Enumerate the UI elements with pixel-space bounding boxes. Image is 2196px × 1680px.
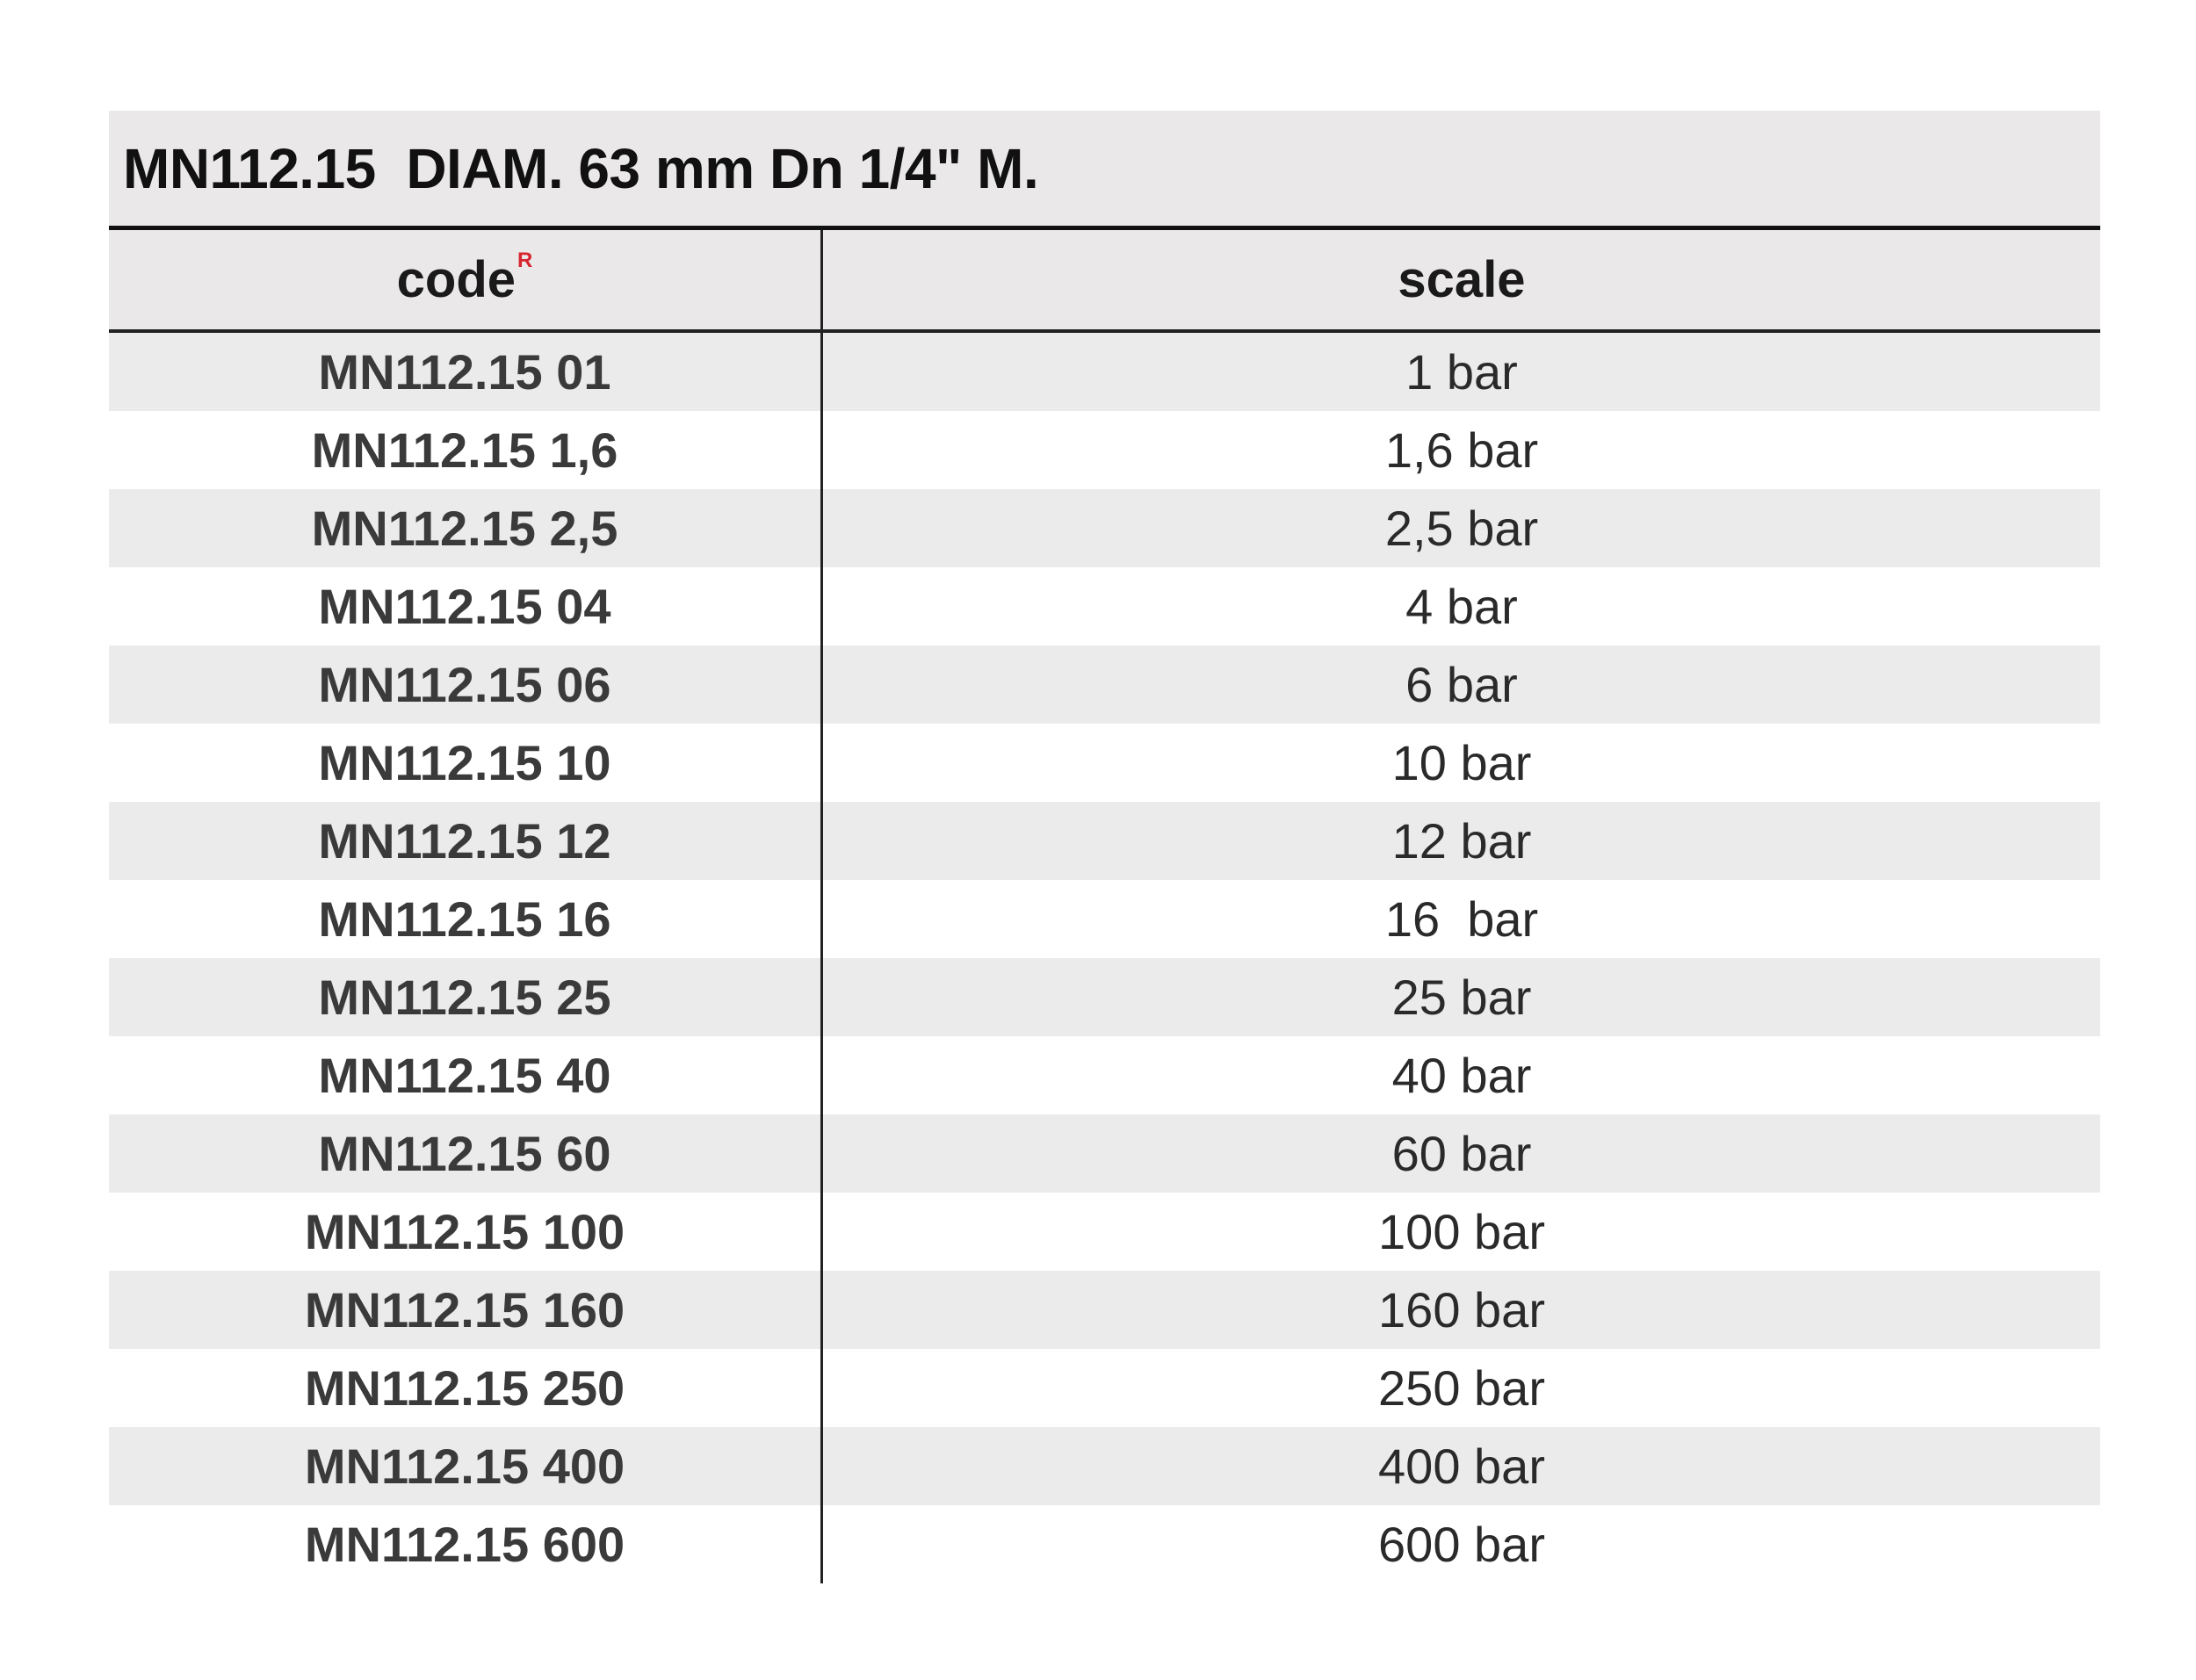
scale-cell (823, 724, 2100, 802)
scale-cell (823, 1427, 2100, 1505)
code-value: MN112.15 600 (304, 1517, 625, 1572)
scale-cell (823, 1271, 2100, 1349)
code-cell (109, 567, 823, 645)
scale-cell (823, 645, 2100, 724)
table-row (109, 489, 2100, 567)
scale-cell (823, 333, 2100, 411)
table-row (109, 1036, 2100, 1114)
code-value: MN112.15 12 (318, 813, 611, 869)
scale-value: 25 bar (1391, 970, 1532, 1025)
scale-value: 250 bar (1378, 1360, 1545, 1416)
scale-cell (823, 880, 2100, 958)
code-value: MN112.15 2,5 (311, 501, 618, 556)
scale-value: 40 bar (1391, 1048, 1532, 1103)
scale-cell (823, 1193, 2100, 1271)
scale-value: 16 bar (1384, 891, 1539, 947)
table-row (109, 1114, 2100, 1193)
code-cell (109, 411, 823, 489)
scale-cell (823, 1036, 2100, 1114)
scale-value: 12 bar (1391, 813, 1532, 869)
table-row (109, 1427, 2100, 1505)
scale-value: 100 bar (1378, 1204, 1545, 1259)
table-row (109, 645, 2100, 724)
header-cell-code (109, 230, 823, 329)
code-value: MN112.15 16 (318, 891, 611, 947)
scale-cell (823, 1505, 2100, 1583)
code-value: MN112.15 250 (304, 1360, 625, 1416)
code-value: MN112.15 06 (318, 657, 611, 712)
code-cell (109, 1505, 823, 1583)
table-row (109, 724, 2100, 802)
scale-value: 10 bar (1391, 735, 1532, 790)
code-value: MN112.15 1,6 (311, 422, 618, 478)
scale-cell (823, 802, 2100, 880)
registered-superscript: R (517, 248, 533, 272)
scale-cell (823, 1349, 2100, 1427)
code-cell (109, 958, 823, 1036)
code-cell (109, 489, 823, 567)
code-value: MN112.15 100 (304, 1204, 625, 1259)
scale-value: 2,5 bar (1384, 501, 1539, 556)
code-value: MN112.15 04 (318, 579, 611, 634)
code-cell (109, 1036, 823, 1114)
table-title: MN112.15 DIAM. 63 mm Dn 1/4" M. (123, 136, 1039, 200)
code-cell (109, 333, 823, 411)
code-cell (109, 1271, 823, 1349)
scale-value: 1 bar (1405, 344, 1518, 400)
code-cell (109, 802, 823, 880)
code-cell (109, 724, 823, 802)
table-row (109, 1349, 2100, 1427)
product-table (109, 111, 2100, 1583)
table-row (109, 1505, 2100, 1583)
code-value: MN112.15 40 (318, 1048, 611, 1103)
code-value: MN112.15 10 (318, 735, 611, 790)
scale-value: 600 bar (1378, 1517, 1545, 1572)
table-row (109, 411, 2100, 489)
code-cell (109, 880, 823, 958)
header-code-label: code (396, 251, 516, 308)
scale-value: 4 bar (1405, 579, 1518, 634)
scale-value: 6 bar (1405, 657, 1518, 712)
code-value: MN112.15 25 (318, 970, 611, 1025)
table-row (109, 1271, 2100, 1349)
header-cell-scale (823, 230, 2100, 329)
code-cell (109, 1349, 823, 1427)
code-value: MN112.15 60 (318, 1126, 611, 1181)
table-title-bar (109, 111, 2100, 230)
code-cell (109, 1193, 823, 1271)
scale-value: 400 bar (1378, 1438, 1545, 1494)
scale-cell (823, 411, 2100, 489)
scale-value: 60 bar (1391, 1126, 1532, 1181)
table-row (109, 1193, 2100, 1271)
table-row (109, 333, 2100, 411)
table-header-row (109, 230, 2100, 333)
scale-cell (823, 958, 2100, 1036)
table-row (109, 958, 2100, 1036)
code-value: MN112.15 400 (304, 1438, 625, 1494)
table-row (109, 567, 2100, 645)
table-body (109, 333, 2100, 1583)
scale-cell (823, 1114, 2100, 1193)
header-scale-label: scale (1398, 251, 1526, 308)
code-value: MN112.15 160 (304, 1282, 625, 1338)
table-row (109, 802, 2100, 880)
code-cell (109, 1114, 823, 1193)
code-cell (109, 645, 823, 724)
code-value: MN112.15 01 (318, 344, 611, 400)
scale-value: 1,6 bar (1384, 422, 1539, 478)
scale-cell (823, 567, 2100, 645)
scale-value: 160 bar (1378, 1282, 1545, 1338)
table-row (109, 880, 2100, 958)
code-cell (109, 1427, 823, 1505)
scale-cell (823, 489, 2100, 567)
